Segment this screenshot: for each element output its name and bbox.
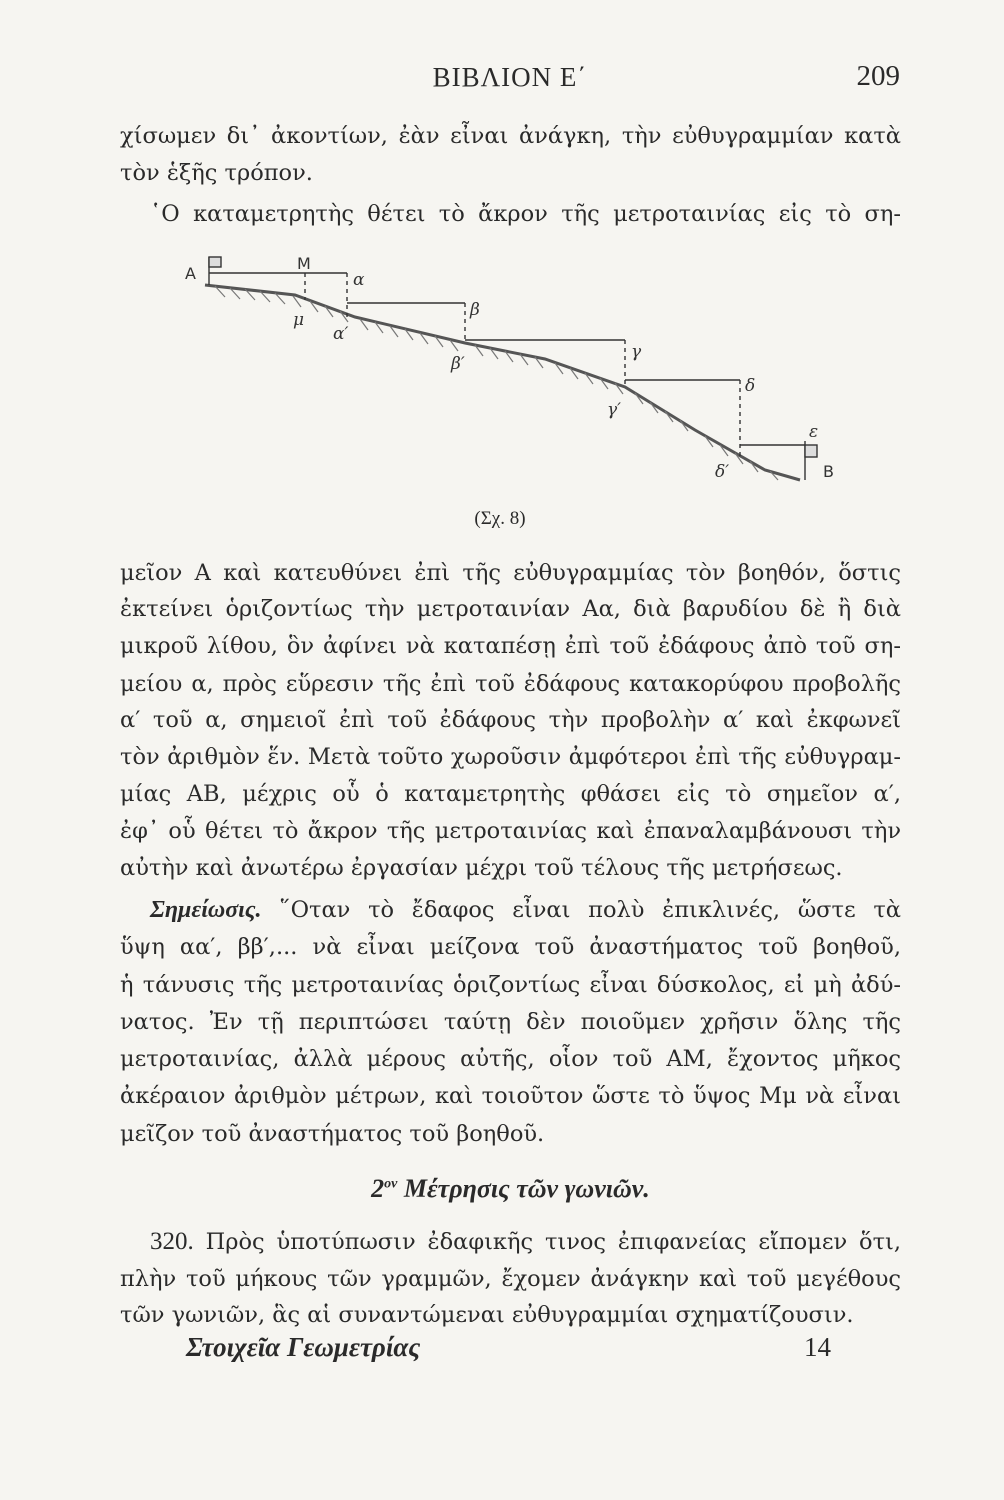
tape-segments xyxy=(209,273,805,445)
figure-caption: (Σχ. 8) xyxy=(474,508,526,529)
running-title: ΒΙΒΛΙΟΝ Ε΄ xyxy=(432,62,588,92)
label-B: B xyxy=(823,462,834,481)
text-line: νατος. Ἐν τῇ περιπτώσει ταύτῃ δὲν ποιοῦμεν χρῆσιν ὅλης τῆς xyxy=(120,1009,901,1035)
text-line: ἐκτείνει ὁριζοντίως τὴν μετροταινίαν Αα, διὰ βαρυδίου δὲ ἢ διὰ xyxy=(120,596,901,622)
text-line: μετροταινίας, ἀλλὰ μέρους αὐτῆς, οἷον τοῦ ΑΜ, ἔχοντος μῆκος xyxy=(120,1046,901,1072)
page-number: 209 xyxy=(856,60,900,92)
section-number: 2 xyxy=(371,1174,385,1203)
note-first-text: ῞Οταν τὸ ἔδαφος εἶναι πολὺ ἐπικλινές, ὥστε τὰ xyxy=(279,897,902,923)
note-label: Σημείωσις. xyxy=(150,897,262,923)
label-gamma: γ xyxy=(631,342,642,362)
text-line: μεῖζον τοῦ ἀναστήματος τοῦ βοηθοῦ. xyxy=(120,1121,545,1147)
label-mu: μ xyxy=(293,310,305,330)
text-line: ῾Ο καταμετρητὴς θέτει τὸ ἄκρον τῆς μετροταινίας εἰς τὸ ση- xyxy=(150,201,901,227)
label-epsilon: ε xyxy=(809,422,819,442)
text-line: ἐφ᾽ οὗ θέτει τὸ ἄκρον τῆς μετροταινίας καὶ ἐπαναλαμβάνουσι τὴν xyxy=(120,818,901,844)
sheet-number: 14 xyxy=(804,1332,831,1362)
text-line: τῶν γωνιῶν, ἃς αἱ συναντώμεναι εὐθυγραμμίαι σχηματίζουσιν. xyxy=(120,1302,854,1328)
text-line: α′ τοῦ α, σημειοῖ ἐπὶ τοῦ ἐδάφους τὴν προβολὴν α′ καὶ ἐκφωνεῖ xyxy=(120,707,901,733)
text-line: μίας ΑΒ, μέχρις οὗ ὁ καταμετρητὴς φθάσει εἰς τὸ σημεῖον α′, xyxy=(120,781,901,807)
label-delta-prime: δ′ xyxy=(715,462,730,482)
text-line: ἡ τάνυσις τῆς μετροταινίας ὁριζοντίως εἶναι δύσκολος, εἰ μὴ ἀδύ- xyxy=(120,972,901,998)
text-line: μικροῦ λίθου, ὃν ἀφίνει νὰ καταπέσῃ ἐπὶ τοῦ ἐδάφους ἀπὸ τοῦ ση- xyxy=(120,633,901,659)
text-line: τὸν ἀριθμὸν ἕν. Μετὰ τοῦτο χωροῦσιν ἀμφότεροι ἐπὶ τῆς εὐθυγραμ- xyxy=(120,744,901,770)
para-320-first-line xyxy=(150,1225,901,1259)
running-header xyxy=(120,56,900,96)
label-beta-prime: β′ xyxy=(451,354,465,374)
text-line: χίσωμεν δι᾽ ἀκοντίων, ἐὰν εἶναι ἀνάγκη, τὴν εὐθυγραμμίαν κατὰ xyxy=(120,123,901,149)
flag-b xyxy=(805,441,817,480)
section-heading xyxy=(120,1174,901,1204)
label-alpha-prime: α′ xyxy=(333,324,349,344)
para-320-first-text: Πρὸς ὑποτύπωσιν ἐδαφικῆς τινος ἐπιφανείας εἴπομεν ὅτι, xyxy=(205,1229,901,1255)
label-delta: δ xyxy=(745,376,756,396)
text-line: ὕψη αα′, ββ′,... νὰ εἶναι μείζονα τοῦ ἀναστήματος τοῦ βοηθοῦ, xyxy=(120,934,901,960)
text-line: πλὴν τοῦ μήκους τῶν γραμμῶν, ἔχομεν ἀνάγκην καὶ τοῦ μεγέθους xyxy=(120,1266,901,1292)
signature-mark: Στοιχεῖα Γεωμετρίας xyxy=(186,1332,421,1362)
flag-a xyxy=(209,257,221,285)
text-line: αὐτὴν καὶ ἀνωτέρω ἐργασίαν μέχρι τοῦ τέλους τῆς μετρήσεως. xyxy=(120,855,843,881)
text-line: μείου α, πρὸς εὕρεσιν τῆς ἐπὶ τοῦ ἐδάφους κατακορύφου προβολῆς xyxy=(120,671,901,697)
plumb-lines xyxy=(305,273,740,457)
label-alpha: α xyxy=(353,270,365,290)
label-beta: β xyxy=(470,300,480,320)
text-line: τὸν ἑξῆς τρόπον. xyxy=(120,160,313,186)
section-title: Μέτρησις τῶν γωνιῶν. xyxy=(403,1174,650,1203)
figure-8-diagram xyxy=(175,245,845,495)
note-first-line xyxy=(150,893,901,927)
label-A: A xyxy=(185,264,196,283)
label-gamma-prime: γ′ xyxy=(607,400,622,420)
label-M: M xyxy=(297,254,311,273)
text-line: μεῖον Α καὶ κατευθύνει ἐπὶ τῆς εὐθυγραμμίας τὸν βοηθόν, ὅστις xyxy=(120,560,901,586)
paragraph-number: 320. xyxy=(150,1228,194,1255)
section-suffix: ον xyxy=(384,1176,398,1192)
page-footer xyxy=(186,1328,831,1368)
text-line: ἀκέραιον ἀριθμὸν μέτρων, καὶ τοιοῦτον ὥστε τὸ ὕψος Μμ νὰ εἶναι xyxy=(120,1083,901,1109)
